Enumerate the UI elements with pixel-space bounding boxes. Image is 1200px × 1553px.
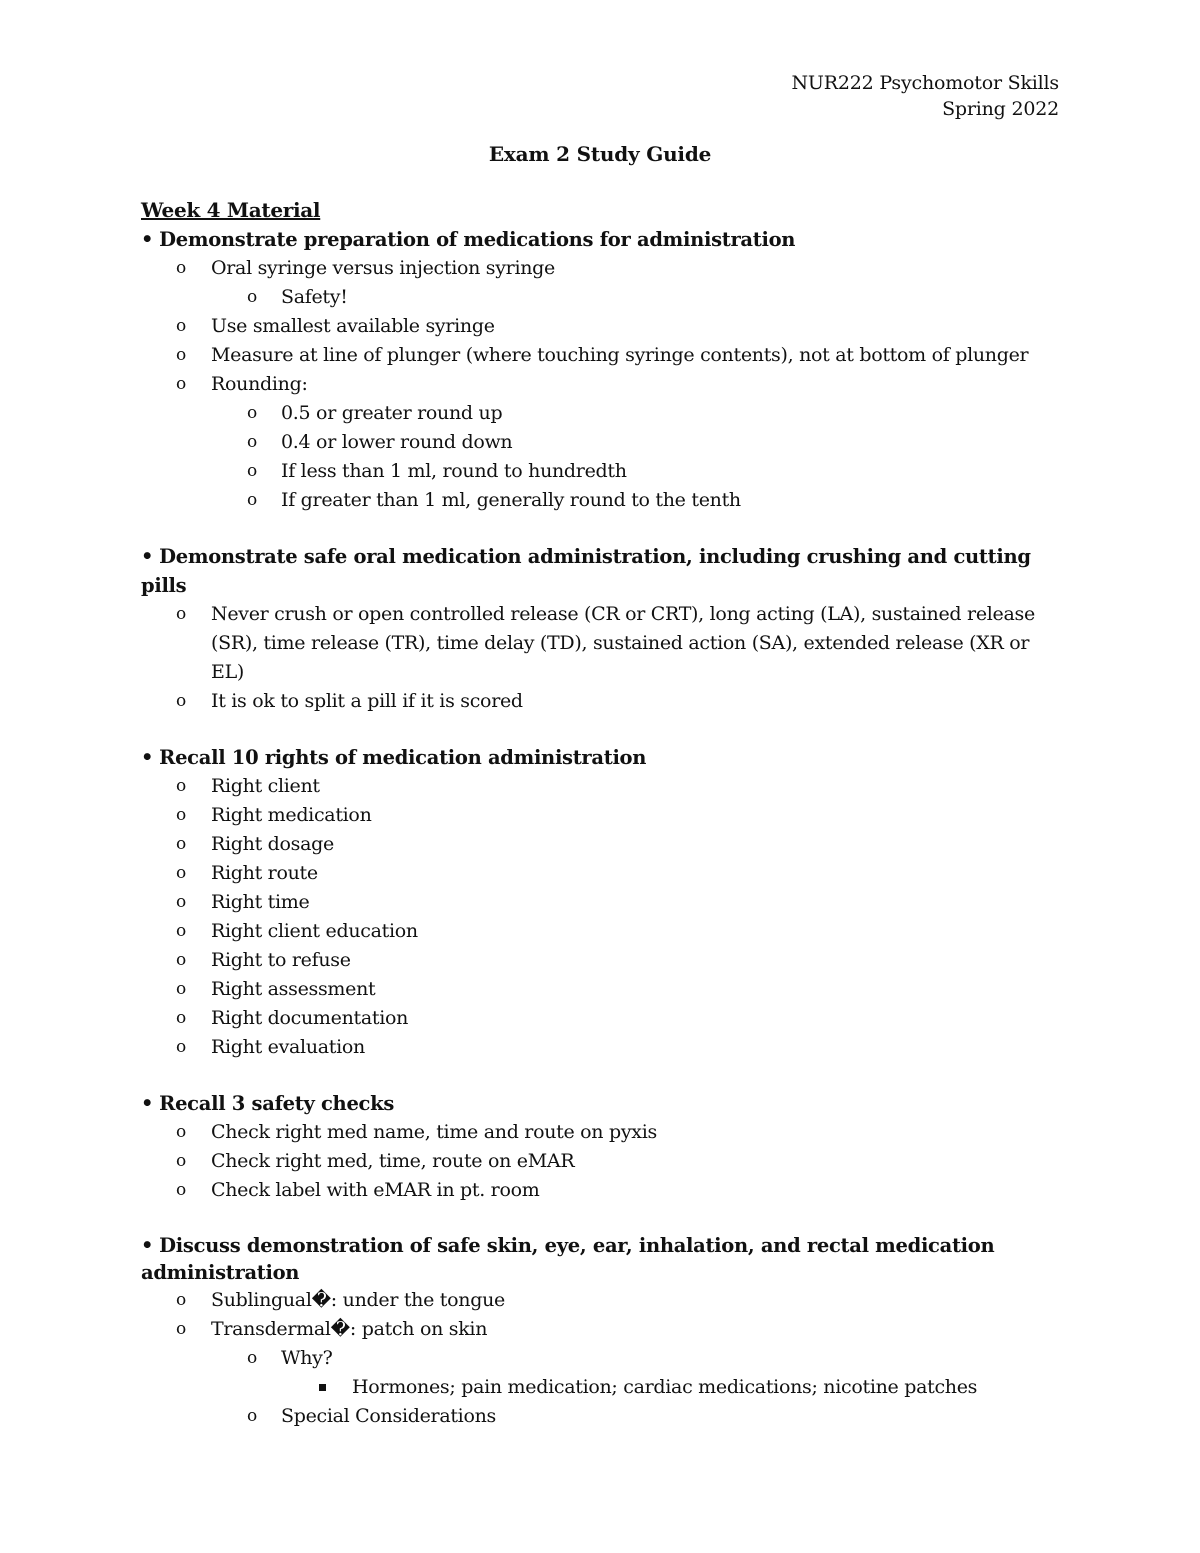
circle-bullet-icon: o xyxy=(176,1037,186,1057)
list-item xyxy=(141,370,1061,515)
list-item xyxy=(141,428,1061,457)
term-label: Spring 2022 xyxy=(942,98,1059,120)
list-item xyxy=(141,341,1061,370)
circle-bullet-icon: o xyxy=(176,374,186,394)
circle-bullet-icon: o xyxy=(176,776,186,796)
circle-bullet-icon: o xyxy=(176,691,186,711)
list-item-text: Right documentation xyxy=(211,1007,409,1029)
topic-heading-text: Demonstrate preparation of medications for administration xyxy=(159,228,796,251)
document-body xyxy=(141,196,1061,1431)
bullet-icon: • xyxy=(141,1092,154,1115)
list-item xyxy=(141,859,1061,888)
list-item xyxy=(141,283,1061,312)
list-item xyxy=(141,801,1061,830)
list-item xyxy=(141,399,1061,428)
page-title: Exam 2 Study Guide xyxy=(488,142,712,166)
list-item-text: If less than 1 ml, round to hundredth xyxy=(281,460,627,482)
list-item xyxy=(141,1373,1061,1402)
square-bullet-icon xyxy=(319,1384,326,1391)
circle-bullet-icon: o xyxy=(176,258,186,278)
list-item-text: Right assessment xyxy=(211,978,376,1000)
list-item-text: Check right med, time, route on eMAR xyxy=(211,1150,575,1172)
list-item xyxy=(141,1402,1061,1431)
list-item-text: If greater than 1 ml, generally round to the tenth xyxy=(281,489,741,511)
circle-bullet-icon: o xyxy=(176,950,186,970)
circle-bullet-icon: o xyxy=(247,1406,257,1426)
list-item-text: Measure at line of plunger (where touching syringe contents), not at bottom of plunger xyxy=(211,344,1029,366)
topic-list-safety-checks xyxy=(141,1118,1061,1205)
circle-bullet-icon: o xyxy=(176,316,186,336)
bullet-icon: • xyxy=(141,1234,154,1257)
circle-bullet-icon: o xyxy=(176,1319,186,1339)
list-item xyxy=(141,1004,1061,1033)
circle-bullet-icon: o xyxy=(247,287,257,307)
bullet-icon: • xyxy=(141,746,154,769)
list-item xyxy=(141,254,1061,312)
list-item-text: Right evaluation xyxy=(211,1036,365,1058)
bullet-icon: • xyxy=(141,228,154,251)
circle-bullet-icon: o xyxy=(247,403,257,423)
list-item xyxy=(141,687,1061,716)
circle-bullet-icon: o xyxy=(247,490,257,510)
list-item-text: Special Considerations xyxy=(281,1405,496,1427)
circle-bullet-icon: o xyxy=(176,604,186,624)
list-item-text: Transdermal�: patch on skin xyxy=(211,1318,488,1340)
circle-bullet-icon: o xyxy=(176,863,186,883)
topic-heading-text: Demonstrate safe oral medication administration, including crushing and cutting pills xyxy=(141,545,1031,597)
list-item-text: Never crush or open controlled release (CR or CRT), long acting (LA), sustained release (SR), time release (TR), time delay (TD), sustained action (SA), extended release (XR or EL) xyxy=(211,603,1035,683)
circle-bullet-icon: o xyxy=(247,461,257,481)
topic-list-oral xyxy=(141,600,1061,716)
topic-list-skin-eye-ear xyxy=(141,1286,1061,1431)
topic-heading-rights xyxy=(141,743,1061,772)
bullet-icon: • xyxy=(141,545,154,568)
circle-bullet-icon: o xyxy=(176,834,186,854)
circle-bullet-icon: o xyxy=(176,892,186,912)
topic-heading-oral xyxy=(141,542,1061,600)
circle-bullet-icon: o xyxy=(176,1290,186,1310)
circle-bullet-icon: o xyxy=(247,1348,257,1368)
list-item xyxy=(141,1176,1061,1205)
list-item-text: Why? xyxy=(281,1347,333,1369)
list-item-text: Right dosage xyxy=(211,833,334,855)
list-item xyxy=(141,1315,1061,1431)
list-item-text: 0.5 or greater round up xyxy=(281,402,503,424)
list-item xyxy=(141,1033,1061,1062)
list-item-text: Right medication xyxy=(211,804,372,826)
list-item xyxy=(141,600,1061,687)
list-item-text: Hormones; pain medication; cardiac medications; nicotine patches xyxy=(352,1376,978,1398)
list-item-text: Check right med name, time and route on pyxis xyxy=(211,1121,657,1143)
list-item-text: Use smallest available syringe xyxy=(211,315,495,337)
list-item-text: Right client xyxy=(211,775,320,797)
topic-heading-text: Recall 10 rights of medication administration xyxy=(159,746,647,769)
list-item xyxy=(141,486,1061,515)
list-item xyxy=(141,888,1061,917)
list-item xyxy=(141,1286,1061,1315)
circle-bullet-icon: o xyxy=(176,1151,186,1171)
circle-bullet-icon: o xyxy=(176,805,186,825)
list-item xyxy=(141,917,1061,946)
circle-bullet-icon: o xyxy=(176,345,186,365)
topic-heading-safety-checks xyxy=(141,1089,1061,1118)
list-item-text: Right to refuse xyxy=(211,949,351,971)
list-item xyxy=(141,312,1061,341)
list-item-text: 0.4 or lower round down xyxy=(281,431,513,453)
list-item-text: Sublingual�: under the tongue xyxy=(211,1289,505,1311)
list-item xyxy=(141,1344,1061,1402)
list-item-text: It is ok to split a pill if it is scored xyxy=(211,690,523,712)
list-item-text: Check label with eMAR in pt. room xyxy=(211,1179,540,1201)
list-item xyxy=(141,1118,1061,1147)
list-item xyxy=(141,772,1061,801)
list-item xyxy=(141,1147,1061,1176)
list-item xyxy=(141,946,1061,975)
circle-bullet-icon: o xyxy=(176,1180,186,1200)
circle-bullet-icon: o xyxy=(176,979,186,999)
list-item-text: Right time xyxy=(211,891,310,913)
list-item-text: Safety! xyxy=(281,286,348,308)
list-item xyxy=(141,457,1061,486)
circle-bullet-icon: o xyxy=(176,1008,186,1028)
course-name: NUR222 Psychomotor Skills xyxy=(791,72,1059,94)
section-heading: Week 4 Material xyxy=(141,198,321,222)
circle-bullet-icon: o xyxy=(176,921,186,941)
topic-heading-text: Recall 3 safety checks xyxy=(159,1092,395,1115)
topic-heading-text: Discuss demonstration of safe skin, eye, ear, inhalation, and rectal medication administration xyxy=(141,1234,995,1284)
list-item-text: Right client education xyxy=(211,920,418,942)
list-item-text: Right route xyxy=(211,862,318,884)
list-item-text: Oral syringe versus injection syringe xyxy=(211,257,555,279)
list-item-text: Rounding: xyxy=(211,373,308,395)
list-item xyxy=(141,830,1061,859)
topic-list-rights xyxy=(141,772,1061,1062)
topic-list-preparation xyxy=(141,254,1061,515)
circle-bullet-icon: o xyxy=(247,432,257,452)
topic-heading-preparation xyxy=(141,225,1061,254)
document-header xyxy=(792,70,1060,122)
circle-bullet-icon: o xyxy=(176,1122,186,1142)
list-item xyxy=(141,975,1061,1004)
topic-heading-skin-eye-ear xyxy=(141,1232,1061,1286)
